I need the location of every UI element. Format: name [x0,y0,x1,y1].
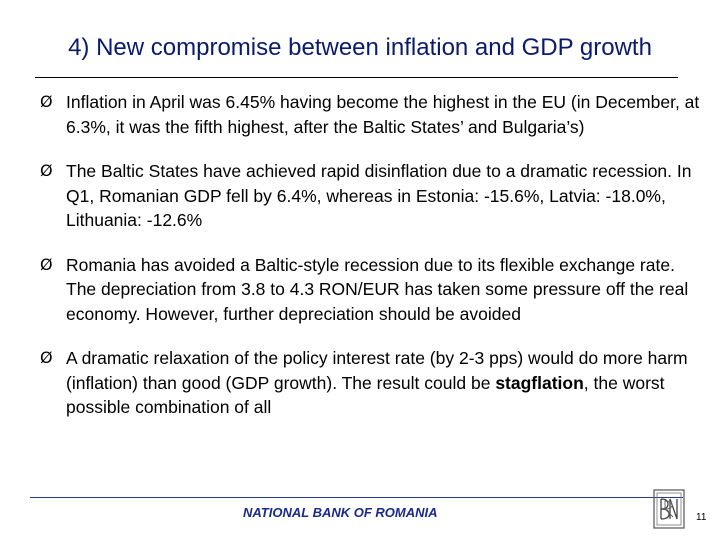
nbr-seal-icon [651,487,687,531]
bullet-list [40,90,700,440]
bullet-arrow-icon: Ø [40,92,53,111]
bullet-text: Romania has avoided a Baltic-style recession due to its flexible exchange rate. The depreciation from 3.8 to 4.3 RON/EUR has taken some pressure off the real economy. However, further depreciation should be avoided [66,254,689,324]
bullet-item [40,159,700,233]
bullet-text-after: , the worst possible combination of all [66,372,665,417]
bullet-arrow-icon: Ø [40,161,53,180]
bullet-item [40,346,700,420]
bullet-text: Inflation in April was 6.45% having become the highest in the EU (in December, at 6.3%, it was the fifth highest, after the Baltic States’ and Bulgaria’s) [66,92,700,137]
footer-divider [30,497,683,498]
slide-title: 4) New compromise between inflation and GDP growth [68,34,652,61]
bullet-text: The Baltic States have achieved rapid disinflation due to a dramatic recession. In Q1, Romanian GDP fell by 6.4%, whereas in Estonia: -15.6%, Latvia: -18.0%, Lithuania: -12.6% [66,161,692,230]
bullet-arrow-icon: Ø [40,254,53,274]
bullet-arrow-icon: Ø [40,348,53,367]
title-divider [35,77,678,78]
bullet-item [40,90,700,139]
page-number: 11 [696,512,707,523]
bullet-item [40,253,700,327]
bullet-text-before: A dramatic relaxation of the policy interest rate (by 2-3 pps) would do more harm (inflation) than good (GDP growth). The result could be [66,348,688,393]
footer-institution: NATIONAL BANK OF ROMANIA [243,505,438,520]
bullet-emphasis: stagflation [495,372,584,393]
